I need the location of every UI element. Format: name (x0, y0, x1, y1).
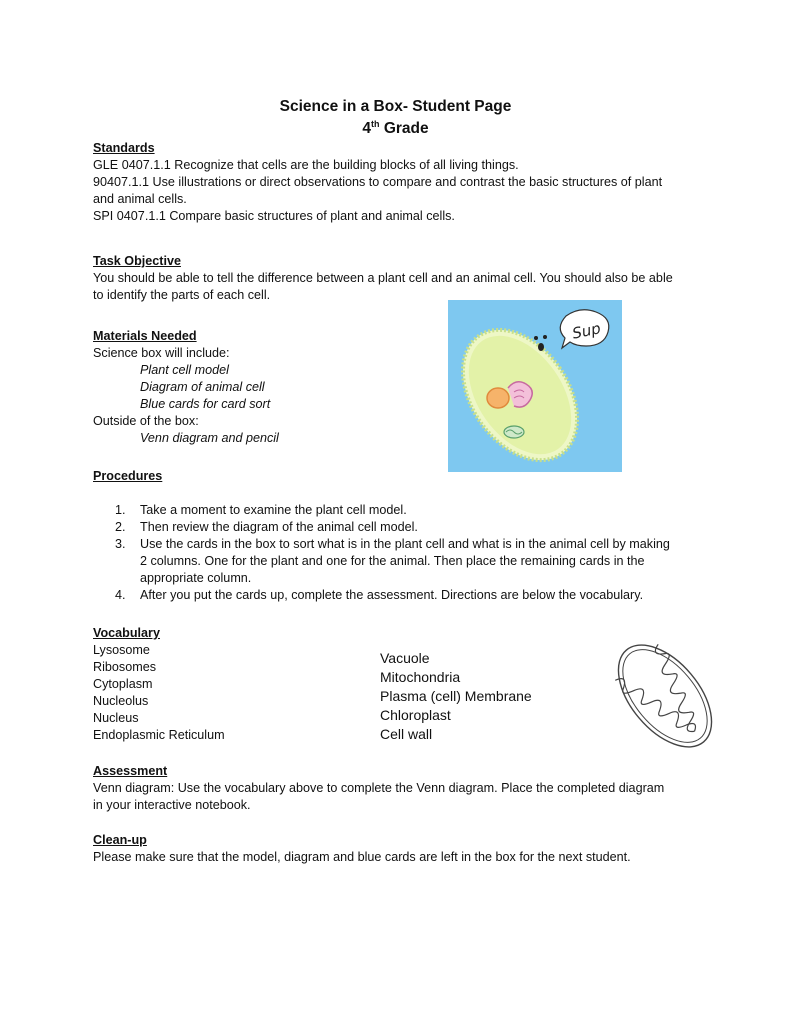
vocabulary-column-2 (380, 649, 600, 744)
materials-heading: Materials Needed (93, 329, 197, 343)
vocab-term: Nucleus (93, 711, 139, 725)
standards-line: GLE 0407.1.1 Recognize that cells are the building blocks of all living things. (93, 158, 519, 172)
vocab-term: Vacuole (380, 650, 430, 666)
plant-cell-cartoon-icon (448, 300, 622, 472)
step-text: 2 columns. One for the plant and one for the animal. Then place the remaining cards in the (140, 554, 645, 568)
task-objective-section (93, 253, 703, 304)
procedures-list (93, 502, 703, 604)
plant-cell-image (448, 300, 622, 472)
materials-inside-item: Diagram of animal cell (140, 380, 265, 394)
vocabulary-heading: Vocabulary (93, 626, 160, 640)
step-text: Take a moment to examine the plant cell model. (140, 503, 407, 517)
standards-line: 90407.1.1 Use illustrations or direct observations to compare and contrast the basic structures of plant (93, 175, 663, 189)
vocab-term: Cell wall (380, 726, 433, 742)
title-line: Science in a Box- Student Page (279, 98, 512, 115)
step-text: After you put the cards up, complete the assessment. Directions are below the vocabulary. (140, 588, 644, 602)
vocab-term: Mitochondria (380, 669, 461, 685)
task-objective-line: You should be able to tell the difference between a plant cell and an animal cell. You should also be able (93, 271, 673, 285)
standards-section (93, 140, 703, 225)
vocab-term: Lysosome (93, 643, 150, 657)
materials-outside-item: Venn diagram and pencil (140, 431, 279, 445)
materials-intro: Science box will include: (93, 346, 230, 360)
step-number: 4. (115, 588, 126, 602)
procedures-heading: Procedures (93, 469, 163, 483)
assessment-section (93, 763, 703, 814)
vocab-term: Ribosomes (93, 660, 156, 674)
standards-heading: Standards (93, 141, 155, 155)
step-text: Then review the diagram of the animal cell model. (140, 520, 418, 534)
grade-word: Grade (383, 120, 429, 137)
vocabulary-section (93, 625, 353, 744)
mitochondrion-drawing-icon (603, 632, 727, 760)
vocab-term: Cytoplasm (93, 677, 153, 691)
procedure-step (93, 502, 703, 519)
cleanup-heading: Clean-up (93, 833, 147, 847)
assessment-line: in your interactive notebook. (93, 798, 251, 812)
materials-outside-label: Outside of the box: (93, 414, 199, 428)
step-number: 1. (115, 503, 126, 517)
cleanup-section (93, 832, 703, 866)
step-number: 3. (115, 537, 126, 551)
page-title (0, 96, 791, 140)
grade-number: 4 (362, 120, 371, 137)
step-text: Use the cards in the box to sort what is in the plant cell and what is in the animal cell by making (140, 537, 670, 551)
materials-inside-item: Plant cell model (140, 363, 229, 377)
standards-line: SPI 0407.1.1 Compare basic structures of plant and animal cells. (93, 209, 455, 223)
vocab-term: Nucleolus (93, 694, 149, 708)
materials-inside-item: Blue cards for card sort (140, 397, 271, 411)
step-number: 2. (115, 520, 126, 534)
grade-line (0, 118, 791, 140)
vocab-term: Chloroplast (380, 707, 451, 723)
mitochondrion-image (603, 632, 727, 760)
cleanup-line: Please make sure that the model, diagram and blue cards are left in the box for the next student. (93, 850, 631, 864)
vocab-term: Plasma (cell) Membrane (380, 688, 532, 704)
procedure-step (93, 519, 703, 536)
task-objective-line: to identify the parts of each cell. (93, 288, 271, 302)
step-text: appropriate column. (140, 571, 252, 585)
procedure-step (93, 587, 703, 604)
materials-section (93, 328, 423, 447)
procedures-section (93, 468, 703, 604)
task-objective-heading: Task Objective (93, 254, 181, 268)
procedure-step (93, 536, 703, 587)
vocab-term: Endoplasmic Reticulum (93, 728, 225, 742)
speech-bubble-text: Sup (570, 319, 603, 343)
assessment-heading: Assessment (93, 764, 168, 778)
standards-line: and animal cells. (93, 192, 187, 206)
assessment-line: Venn diagram: Use the vocabulary above to complete the Venn diagram. Place the completed diagram (93, 781, 665, 795)
grade-superscript: th (371, 118, 380, 129)
